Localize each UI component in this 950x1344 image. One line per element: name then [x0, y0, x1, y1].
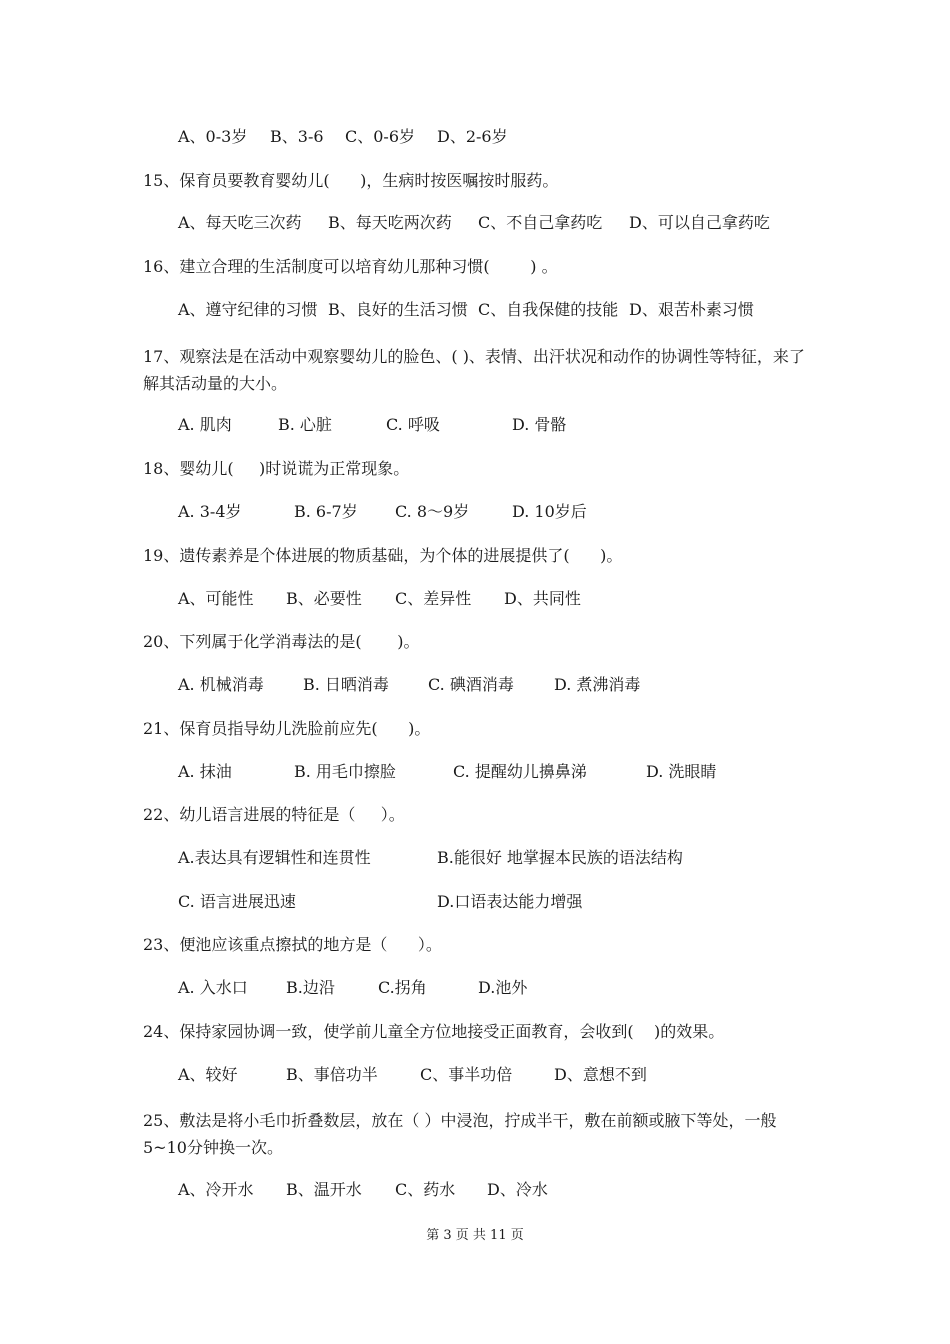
options-row	[178, 977, 798, 999]
option: C. 语言进展迅速	[178, 892, 296, 911]
options-row	[178, 1064, 798, 1086]
option: C、差异性	[395, 589, 472, 608]
option: A、可能性	[178, 589, 254, 608]
option: D. 10岁后	[512, 502, 587, 521]
page-number-footer: 第 3 页 共 11 页	[426, 1228, 524, 1243]
option: A、每天吃三次药	[178, 213, 302, 232]
option: B、3-6	[270, 127, 324, 146]
option: A. 肌肉	[178, 415, 232, 434]
option: D. 煮沸消毒	[554, 675, 641, 694]
option: C. 提醒幼儿擤鼻涕	[453, 762, 587, 781]
option: C、不自己拿药吃	[478, 213, 603, 232]
option: B、必要性	[286, 589, 362, 608]
option: D、可以自己拿药吃	[629, 213, 770, 232]
option: D、共同性	[504, 589, 581, 608]
option: A、0-3岁	[178, 127, 248, 146]
option: D、艰苦朴素习惯	[629, 300, 754, 319]
question-stem: 16、建立合理的生活制度可以培育幼儿那种习惯( ) 。	[143, 257, 558, 276]
option: A. 入水口	[178, 978, 248, 997]
option: D. 骨骼	[512, 415, 567, 434]
question-stem: 15、保育员要教育婴幼儿( )，生病时按医嘱按时服药。	[143, 171, 559, 190]
option: B、良好的生活习惯	[328, 300, 468, 319]
question-stem: 22、幼儿语言进展的特征是（ ）。	[143, 805, 405, 824]
question-stem: 21、保育员指导幼儿洗脸前应先( )。	[143, 719, 431, 738]
option: C、事半功倍	[420, 1065, 513, 1084]
options-row	[178, 847, 798, 869]
question-stem: 23、便池应该重点擦拭的地方是（ ）。	[143, 935, 442, 954]
options-row	[178, 501, 798, 523]
options-row	[178, 212, 798, 234]
options-row	[178, 588, 798, 610]
options-row	[178, 761, 798, 783]
question-stem: 18、婴幼儿( )时说谎为正常现象。	[143, 459, 410, 478]
option: D、冷水	[487, 1180, 548, 1199]
option: B.边沿	[286, 978, 335, 997]
option: A. 机械消毒	[178, 675, 264, 694]
question-stem: 24、保持家园协调一致，使学前儿童全方位地接受正面教育，会收到( )的效果。	[143, 1022, 725, 1041]
option: C、药水	[395, 1180, 456, 1199]
options-row	[178, 891, 798, 913]
option: D、意想不到	[554, 1065, 647, 1084]
option: A、冷开水	[178, 1180, 254, 1199]
options-row	[178, 414, 798, 436]
option: A. 3-4岁	[178, 502, 242, 521]
continued-options-row	[178, 126, 778, 148]
option: D. 洗眼睛	[646, 762, 717, 781]
option: C、0-6岁	[345, 127, 416, 146]
option: A、较好	[178, 1065, 238, 1084]
option: B、每天吃两次药	[328, 213, 452, 232]
option: A.表达具有逻辑性和连贯性	[178, 848, 371, 867]
option: B、温开水	[286, 1180, 362, 1199]
options-row	[178, 1179, 798, 1201]
question-stem: 19、遗传素养是个体进展的物质基础，为个体的进展提供了( )。	[143, 546, 623, 565]
option: B. 日晒消毒	[303, 675, 389, 694]
option: B. 6-7岁	[294, 502, 358, 521]
option: C. 呼吸	[386, 415, 440, 434]
option: C. 碘酒消毒	[428, 675, 514, 694]
option: D、2-6岁	[437, 127, 508, 146]
option: B.能很好 地掌握本民族的语法结构	[437, 848, 683, 867]
options-row	[178, 299, 798, 321]
question-stem: 25、敷法是将小毛巾折叠数层，放在（ ）中浸泡，拧成半干，敷在前额或腋下等处，一般5~10分钟换一次。	[143, 1111, 777, 1157]
option: B. 心脏	[278, 415, 332, 434]
question-stem: 17、观察法是在活动中观察婴幼儿的脸色、( )、表情、出汗状况和动作的协调性等特征，来了解其活动量的大小。	[143, 347, 805, 393]
options-row	[178, 674, 798, 696]
option: A. 抹油	[178, 762, 232, 781]
option: C.拐角	[378, 978, 427, 997]
option: B. 用毛巾擦脸	[294, 762, 396, 781]
option: C、自我保健的技能	[478, 300, 619, 319]
option: A、遵守纪律的习惯	[178, 300, 318, 319]
question-stem: 20、下列属于化学消毒法的是( )。	[143, 632, 420, 651]
option: C. 8～9岁	[395, 502, 470, 521]
option: D.池外	[478, 978, 528, 997]
option: B、事倍功半	[286, 1065, 378, 1084]
option: D.口语表达能力增强	[437, 892, 583, 911]
